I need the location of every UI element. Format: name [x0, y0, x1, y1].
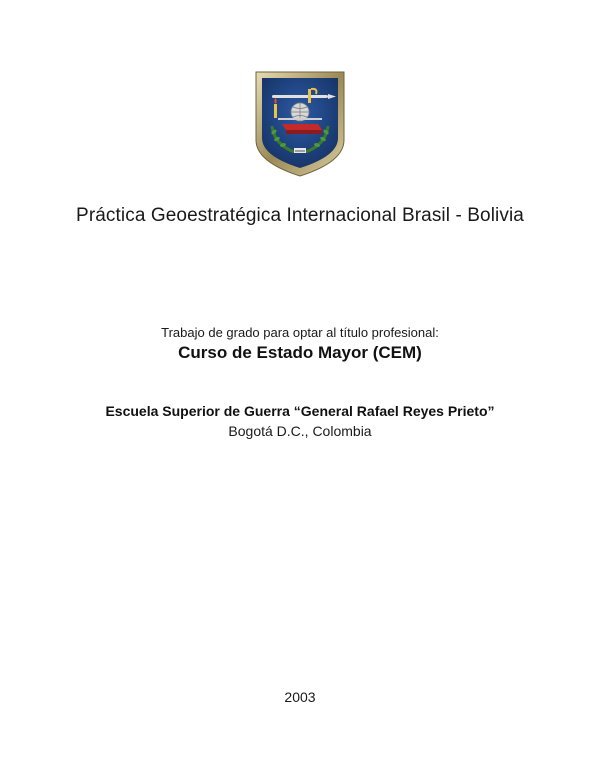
- document-title: Práctica Geoestratégica Internacional Brasil - Bolivia: [76, 205, 524, 226]
- school-name: Escuela Superior de Guerra “General Rafael Reyes Prieto”: [105, 403, 495, 419]
- publication-year: 2003: [284, 689, 316, 705]
- degree-purpose-text: Trabajo de grado para optar al título profesional:: [161, 325, 439, 340]
- degree-name: Curso de Estado Mayor (CEM): [178, 343, 422, 362]
- crest-icon: [254, 70, 346, 178]
- school-location: Bogotá D.C., Colombia: [228, 423, 372, 439]
